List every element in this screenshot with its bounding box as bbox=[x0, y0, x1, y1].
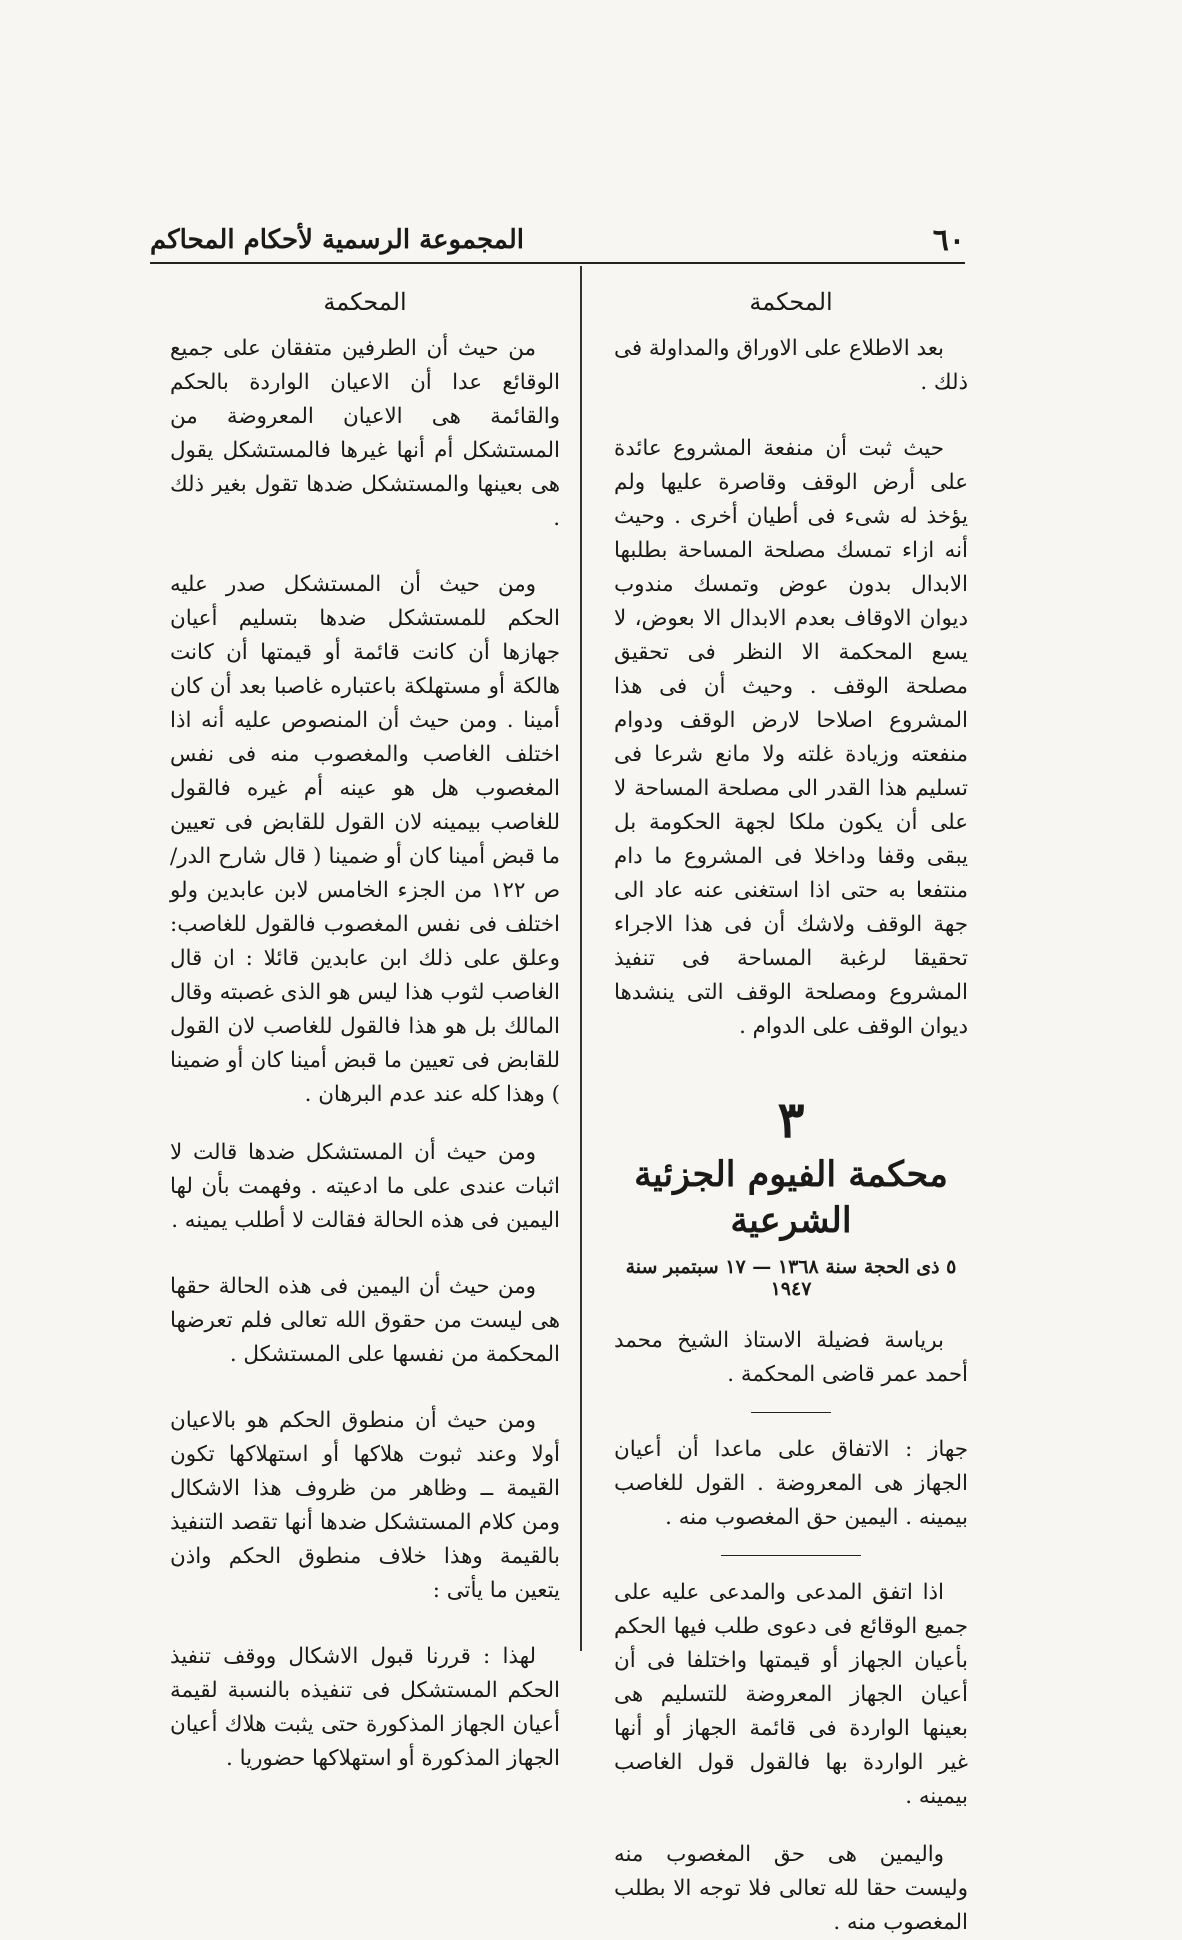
paragraph: من حيث أن الطرفين متفقان على جميع الوقائع عدا أن الاعيان الواردة بالحكم والقائمة هى الاعيان المعروضة من المستشكل أم أنها غيرها فالمستشكل يقول هى بعينها والمستشكل ضدها تقول بغير ذلك . bbox=[170, 336, 560, 531]
principle-text: جهاز : الاتفاق على ماعدا أن أعيان الجهاز هى المعروضة . القول للغاصب بيمينه . اليمين حق المغصوب منه . bbox=[614, 1437, 968, 1530]
paragraph: ومن حيث أن اليمين فى هذه الحالة حقها هى ليست من حقوق الله تعالى فلم تعرضها المحكمة من نفسها على المستشكل . bbox=[170, 1274, 560, 1367]
divider bbox=[721, 1555, 861, 1556]
section-heading: المحكمة bbox=[323, 288, 407, 316]
paragraph: بعد الاطلاع على الاوراق والمداولة فى ذلك . bbox=[614, 336, 968, 395]
section-heading: المحكمة bbox=[749, 288, 833, 316]
page-number: ٦٠ bbox=[932, 222, 965, 258]
legal-principle bbox=[614, 1433, 968, 1535]
paragraph: لهذا : قررنا قبول الاشكال ووقف تنفيذ الحكم المستشكل فى تنفيذه بالنسبة لقيمة أعيان الجهاز المذكورة حتى يثبت هلاك أعيان الجهاز المذكورة أو استهلاكها حضوريا . bbox=[170, 1644, 560, 1771]
case-number: ٣ bbox=[777, 1090, 805, 1149]
paragraph: ومن حيث أن المستشكل صدر عليه الحكم للمستشكل ضدها بتسليم أعيان جهازها أن كانت قائمة أو قيمتها أن كانت هالكة أو مستهلكة باعتباره غاصبا بعد أن كان أمينا . ومن حيث أن المنصوص عليه أنه اذا اختلف الغاصب والمغصوب منه فى نفس المغصوب هل هو عينه أم غيره فالقول للغاصب بيمينه لان القول للقابض فى تعيين ما قبض أمينا كان أو ضمينا ( قال شارح الدر/ص ١٢٢ من الجزء الخامس لابن عابدين ولو اختلف فى نفس المغصوب فالقول للغاصب: وعلق على ذلك ابن عابدين قائلا : ان قال الغاصب لثوب هذا ليس هو الذى غصبته وقال المالك بل هو هذا فالقول للغاصب لان القول للقابض فى تعيين ما قبض أمينا كان أو ضمينا ) وهذا كله عند عدم البرهان . bbox=[170, 572, 560, 1107]
summary-paragraph: اذا اتفق المدعى والمدعى عليه على جميع الوقائع فى دعوى طلب فيها الحكم بأعيان الجهاز أو قيمتها واختلفا فى أن أعيان الجهاز المعروضة للتسليم هى بعينها الواردة فى قائمة الجهاز أو أنها غير الواردة بها فالقول قول الغاصب بيمينه . bbox=[614, 1580, 968, 1809]
presidency-line: برياسة فضيلة الاستاذ الشيخ محمد أحمد عمر قاضى المحكمة . bbox=[614, 1328, 968, 1387]
left-column bbox=[170, 280, 560, 1776]
right-column bbox=[614, 280, 968, 1940]
paragraph: ومن حيث أن المستشكل ضدها قالت لا اثبات عندى على ما ادعيته . وفهمت بأن لها اليمين فى هذه الحالة فقالت لا أطلب يمينه . bbox=[170, 1140, 560, 1233]
divider bbox=[751, 1412, 831, 1413]
case-date: ٥ ذى الحجة سنة ١٣٦٨ — ١٧ سبتمبر سنة ١٩٤٧ bbox=[625, 1256, 957, 1300]
column-divider bbox=[580, 266, 582, 1651]
paragraph: ومن حيث أن منطوق الحكم هو بالاعيان أولا وعند ثبوت هلاكها أو استهلاكها تكون القيمة ــ وظاهر من ظروف هذا الاشكال ومن كلام المستشكل ضدها أنها تقصد التنفيذ بالقيمة وهذا خلاف منطوق الحكم واذن يتعين ما يأتى : bbox=[170, 1408, 560, 1603]
court-title: محكمة الفيوم الجزئية الشرعية bbox=[634, 1154, 948, 1241]
paragraph: حيث ثبت أن منفعة المشروع عائدة على أرض الوقف وقاصرة عليها ولم يؤخذ له شىء فى أطيان أخرى . وحيث أنه ازاء تمسك مصلحة المساحة بطلبها الابدال بدون عوض وتمسك مندوب ديوان الاوقاف بعدم الابدال الا بعوض، لا يسع المحكمة الا النظر فى تحقيق مصلحة الوقف . وحيث أن فى هذا المشروع اصلاحا لارض الوقف ودوام منفعته وزيادة غلته ولا مانع شرعا فى تسليم هذا القدر الى مصلحة المساحة لا على أن يكون ملكا لجهة الحكومة بل يبقى وقفا وداخلا فى المشروع ما دام منتفعا به حتى اذا استغنى عنه عاد الى جهة الوقف ولاشك أن فى هذا الاجراء تحقيقا لرغبة المساحة فى تنفيذ المشروع ومصلحة الوقف التى ينشدها ديوان الوقف على الدوام . bbox=[614, 436, 968, 1039]
header-rule bbox=[150, 262, 965, 264]
summary-paragraph: واليمين هى حق المغصوب منه وليست حقا لله تعالى فلا توجه الا بطلب المغصوب منه . bbox=[614, 1842, 968, 1935]
page-header bbox=[150, 222, 965, 258]
running-title: المجموعة الرسمية لأحكام المحاكم bbox=[150, 225, 524, 255]
